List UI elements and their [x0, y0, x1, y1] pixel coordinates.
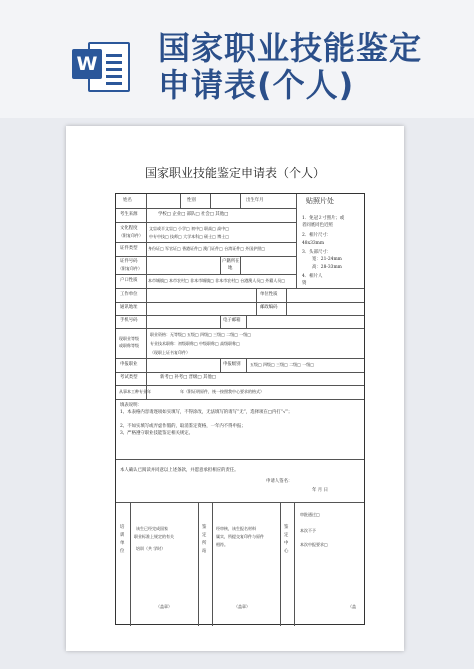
training-text-3: 培训（共 学时）	[136, 546, 166, 551]
banner	[0, 0, 474, 118]
id-type-label: 证件类型	[120, 246, 138, 251]
id-number-note: （附复印件）	[118, 266, 142, 271]
notes-item-2: 2、不如实填写或弄虚作假的，取消鉴定资格，一年内不得申报；	[120, 424, 246, 429]
apply-level-options[interactable]: 五级□ 四级□ 三级□ 二级□ 一级□	[250, 362, 314, 367]
years-note: 年（附证明原件，统一按照我中心要求的格式）	[180, 389, 264, 394]
education-note: （附复印件）	[119, 233, 143, 238]
document-page	[66, 126, 404, 651]
work-unit-label: 工作单位	[120, 292, 138, 297]
hukou-location-label-2: 地	[228, 266, 233, 271]
center-option-3[interactable]: 本次中报要求□	[300, 542, 328, 547]
birth-label: 出生年月	[246, 198, 264, 203]
unit-nature-label: 单位性质	[260, 292, 278, 297]
photo-head-h: 高：28-33mm	[312, 265, 342, 270]
photo-line5: 4．相片人	[302, 274, 323, 279]
exam-type-options[interactable]: 新考□ 补考□ 晋级□ 其他□	[160, 375, 216, 380]
education-options-row2[interactable]: 中专中技□ 技师□ 大学本科□ 硕士□ 博士□	[149, 234, 229, 239]
banner-title-line1: 国家职业技能鉴定	[158, 29, 423, 67]
grade-note: （现职上证书复印件）	[150, 350, 190, 355]
photo-line2: 者同底同色近照	[302, 223, 333, 228]
address-label: 通讯地址	[120, 305, 138, 310]
station-text-2: 属实，所提交复印件与原件	[216, 534, 264, 539]
training-stamp: （盖章）	[156, 604, 172, 609]
grade-options-row2[interactable]: 专业技术职称：初级职称□ 中级职称□ 高级职称□	[150, 341, 240, 346]
photo-line4: 3．头部尺寸：	[302, 250, 332, 255]
source-options[interactable]: 学校□ 企业□ 部队□ 社会□ 其他□	[158, 212, 229, 217]
training-unit-label: 培训单位	[120, 525, 125, 554]
photo-title: 贴照片处	[306, 197, 334, 205]
notes-item-1: 1、本表格内容请逐项如实填写，不得涂改，无法填写的请写“无”，选择项在□内打“√”；	[120, 410, 293, 415]
notes-item-3: 3、严格遵守职业技能鉴定相关规定。	[120, 431, 194, 436]
banner-title	[158, 30, 458, 104]
email-label: 电子邮箱	[223, 318, 241, 323]
station-text-1: 经审核，该生报名材料	[216, 526, 256, 531]
training-text-1: 该生已经完成国家	[136, 526, 168, 531]
photo-head-w: 宽：21-24mm	[312, 257, 342, 262]
signature-label: 申请人签名：	[266, 479, 293, 484]
hukou-type-options[interactable]: 本市城镇□ 本市农村□ 非本市城镇□ 非本市农村□ 台港澳人员□ 外籍人员□	[148, 278, 286, 283]
station-label: 鉴定所站	[202, 525, 207, 554]
notes-heading: 填表说明：	[120, 403, 142, 408]
id-type-options[interactable]: 身份证□ 军官证□ 香港证件□ 澳门证件□ 台湾证件□ 外国护照□	[148, 246, 266, 251]
gender-label: 性别	[187, 198, 196, 203]
mobile-label: 手机号码	[120, 318, 138, 323]
apply-occupation-label: 申报职业	[120, 362, 138, 367]
source-label: 考生来源	[120, 212, 138, 217]
word-icon-letter: W	[72, 49, 102, 79]
id-number-label: 证件号码	[120, 259, 138, 264]
grade-options-row1[interactable]: 职业资格：无等级□ 五级□ 四级□ 三级□ 二级□ 一级□	[150, 332, 252, 337]
center-option-2[interactable]: 本次不予	[300, 528, 316, 533]
exam-type-label: 考试类型	[120, 375, 138, 380]
station-text-3: 相符。	[216, 542, 228, 547]
photo-size: 48x33mm	[302, 241, 324, 246]
photo-line3: 2．相片尺寸：	[302, 233, 332, 238]
education-options-row1[interactable]: 文盲或半文盲□ 小学□ 初中□ 职高□ 高中□	[149, 226, 229, 231]
application-form	[115, 193, 365, 625]
title-grade-label: 现职业等级	[119, 336, 139, 341]
signature-date: 年 月 日	[312, 488, 328, 493]
apply-level-label: 申报级别	[223, 362, 241, 367]
education-label: 文化程度	[120, 226, 138, 231]
name-label: 姓名	[123, 198, 132, 203]
center-label: 鉴定中心	[284, 525, 289, 554]
postcode-label: 邮政编码	[260, 305, 278, 310]
photo-line6: 资	[302, 281, 307, 286]
document-title: 国家职业技能鉴定申请表（个人）	[144, 166, 325, 180]
station-stamp: （盖章）	[234, 604, 250, 609]
years-label: 从事本工种专业年	[119, 389, 151, 394]
banner-title-line2: 申请表(个人)	[158, 66, 355, 104]
hukou-type-label: 户口性质	[120, 278, 138, 283]
training-text-2: 职业标准上规定的有关	[134, 534, 174, 539]
pledge-text: 本人确认已阅读并同意以上述条款，并愿意承担相应的责任。	[120, 468, 239, 473]
hukou-location-label: 户籍所在	[222, 259, 240, 264]
center-option-1[interactable]: 审批通过□	[300, 512, 320, 517]
photo-line1: 1．免冠２寸照片；或	[302, 216, 345, 221]
title-grade-label-2: 或职称等级	[119, 343, 139, 348]
center-stamp: （盖	[348, 604, 356, 609]
word-icon	[72, 40, 128, 90]
